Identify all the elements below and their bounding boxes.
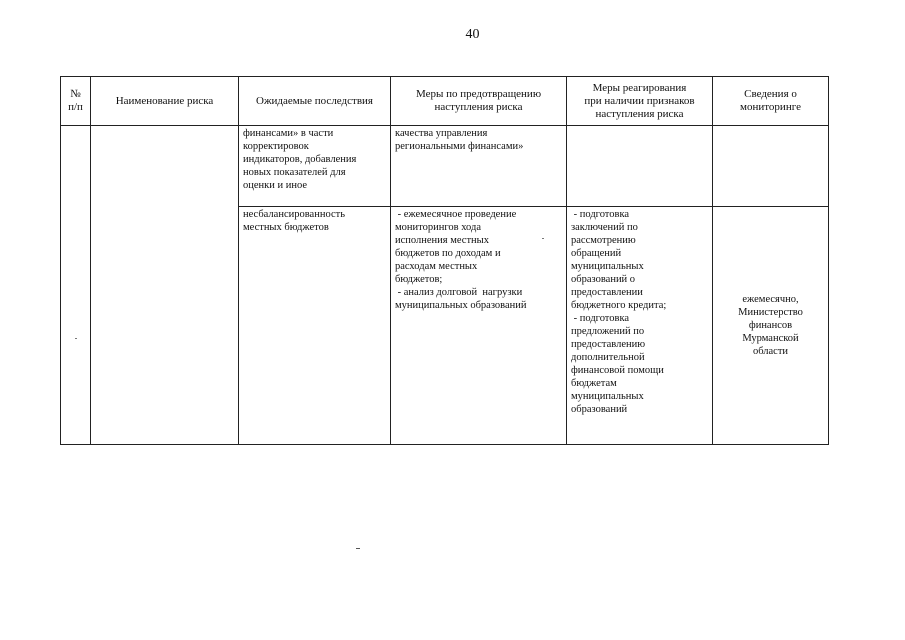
cell-line: расходам местных [395, 261, 478, 272]
cell-line: Мурманской [742, 333, 799, 344]
header-monitoring [713, 77, 829, 126]
cell-line: предоставлению [571, 339, 646, 350]
cell-monitoring [713, 126, 829, 207]
cell-line: бюджетов по доходам и [395, 248, 501, 259]
scan-artifact-dot [75, 338, 77, 339]
header-consequences [239, 77, 391, 126]
header-line: Наименование риска [115, 94, 214, 107]
table-row [61, 126, 829, 207]
page-number: 40 [465, 27, 480, 42]
cell-line: Министерство [738, 307, 803, 318]
cell-line: несбалансированность [243, 209, 345, 220]
cell-line: образований [571, 404, 628, 415]
cell-line: обращений [571, 248, 622, 259]
header-line: Ожидаемые последствия [256, 94, 373, 107]
cell-line: предоставлении [571, 287, 643, 298]
cell-line: ежемесячно, [742, 294, 799, 305]
cell-line: дополнительной [571, 352, 645, 363]
table-header-row [61, 77, 829, 126]
header-line: № [70, 88, 81, 100]
header-line: п/п [68, 101, 83, 113]
cell-response [567, 126, 713, 207]
cell-line: рассмотрению [571, 235, 636, 246]
cell-line: мониторингов хода [395, 222, 481, 233]
header-line: мониторинге [740, 101, 801, 113]
cell-line: - подготовка [571, 209, 630, 220]
cell-line: бюджетного кредита; [571, 300, 667, 311]
cell-line: финансовой помощи [571, 365, 664, 376]
header-line: Меры по предотвращению [415, 88, 542, 100]
cell-line: корректировок [243, 141, 309, 152]
cell-line: муниципальных образований [395, 300, 527, 311]
header-prevention [391, 77, 567, 126]
cell-line: финансами» в части [243, 128, 334, 139]
cell-line: заключений по [571, 222, 638, 233]
header-risk-name [91, 77, 239, 126]
header-line: наступления риска [595, 107, 684, 120]
cell-line: местных бюджетов [243, 222, 329, 233]
cell-line: предложений по [571, 326, 645, 337]
cell-line: области [752, 346, 789, 357]
header-line: наступления риска [434, 101, 523, 113]
header-num [61, 77, 91, 126]
cell-consequences [239, 207, 391, 445]
scan-artifact-dot [542, 238, 544, 239]
cell-line: финансов [748, 320, 793, 331]
cell-line: бюджетов; [395, 274, 443, 285]
cell-line: муниципальных [571, 391, 644, 402]
cell-line: - ежемесячное проведение [395, 209, 517, 220]
cell-line: бюджетам [571, 378, 617, 389]
risk-table [60, 76, 829, 445]
cell-line: оценки и иное [243, 180, 308, 191]
header-response [567, 77, 713, 126]
cell-consequences [239, 126, 391, 207]
cell-line: муниципальных [571, 261, 644, 272]
scan-artifact-mark [356, 548, 360, 549]
header-line: Меры реагирования [592, 81, 687, 94]
cell-line: индикаторов, добавления [243, 154, 357, 165]
cell-num [61, 126, 91, 445]
cell-line: - анализ долговой нагрузки [395, 287, 523, 298]
cell-monitoring [713, 207, 829, 445]
cell-prevention [391, 126, 567, 207]
cell-risk-name [91, 126, 239, 445]
cell-line: новых показателей для [243, 167, 346, 178]
cell-line: качества управления [395, 128, 488, 139]
cell-prevention [391, 207, 567, 445]
cell-line: исполнения местных [395, 235, 489, 246]
cell-line: образований о [571, 274, 636, 285]
header-line: Сведения о [744, 88, 797, 100]
cell-line: региональными финансами» [395, 141, 524, 152]
cell-line: - подготовка [571, 313, 630, 324]
cell-response [567, 207, 713, 445]
header-line: при наличии признаков [584, 94, 695, 107]
